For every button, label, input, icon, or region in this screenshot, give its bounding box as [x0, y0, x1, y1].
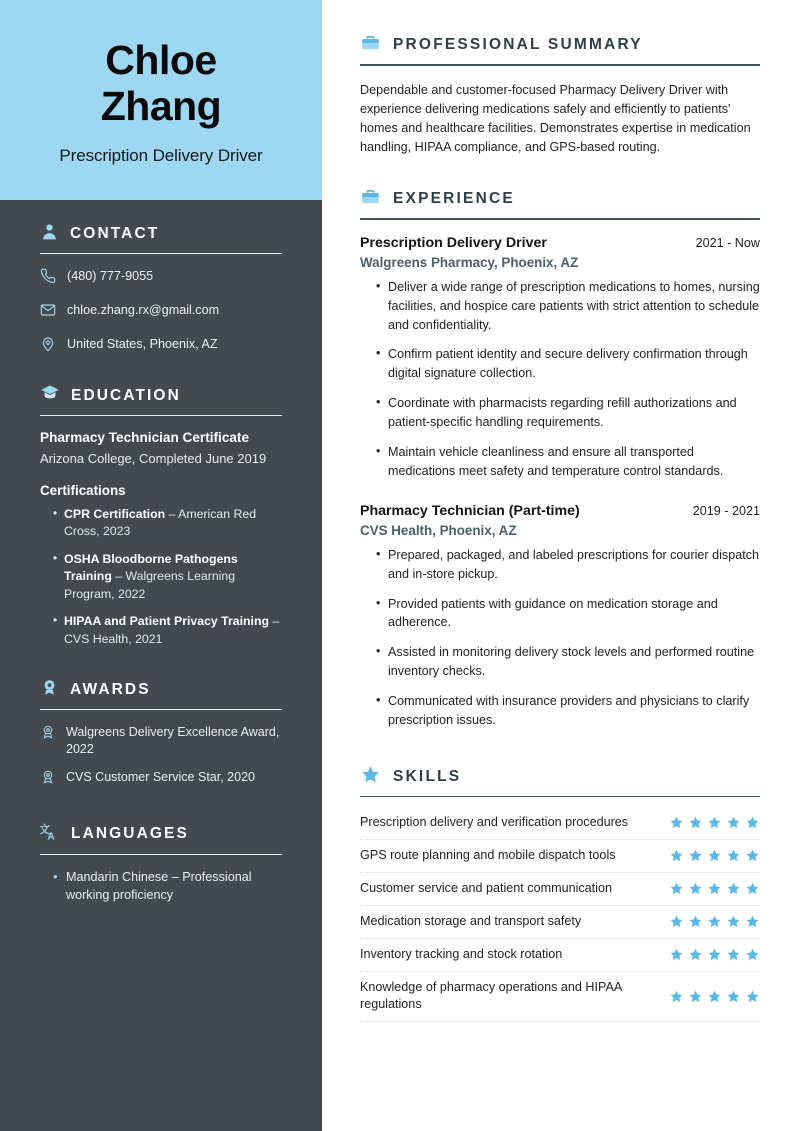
education-degree: Pharmacy Technician Certificate — [40, 430, 250, 445]
list-item: • Provided patients with guidance on medication storage and adherence. — [376, 595, 760, 633]
certification-name: CPR Certification — [64, 507, 166, 521]
skill-row — [360, 972, 760, 1022]
star-icon — [688, 989, 703, 1004]
star-icon — [688, 815, 703, 830]
awards-heading: AWARDS — [70, 681, 151, 699]
skill-rating — [669, 989, 760, 1004]
list-item — [53, 551, 282, 603]
job-bullets — [360, 278, 760, 481]
contact-location-value: United States, Phoenix, AZ — [67, 337, 218, 351]
contact-location[interactable] — [40, 336, 282, 357]
languages-heading-row — [40, 822, 282, 854]
experience-entry — [360, 503, 760, 730]
star-icon — [726, 914, 741, 929]
star-icon — [745, 947, 760, 962]
education-divider — [40, 415, 282, 416]
job-dates: 2021 - Now — [695, 235, 760, 250]
list-item: • Coordinate with pharmacists regarding refill authorizations and patient-specific handling requirements. — [376, 394, 760, 432]
star-icon — [669, 815, 684, 830]
skill-label: Knowledge of pharmacy operations and HIPAA regulations — [360, 980, 622, 1012]
contact-email[interactable] — [40, 302, 282, 323]
education-section — [40, 383, 282, 648]
skill-label: GPS route planning and mobile dispatch tools — [360, 848, 616, 863]
contact-heading: CONTACT — [70, 225, 160, 242]
star-icon — [669, 989, 684, 1004]
skills-heading: SKILLS — [393, 767, 462, 785]
star-icon — [688, 881, 703, 896]
star-icon — [360, 764, 381, 790]
star-icon — [707, 947, 722, 962]
job-role: Pharmacy Technician (Part-time) — [360, 502, 580, 519]
skills-section — [360, 764, 760, 1023]
job-company: CVS Health, Phoenix, AZ — [360, 522, 517, 538]
header-job-title: Prescription Delivery Driver — [59, 145, 263, 165]
skill-row — [360, 840, 760, 873]
certification-detail: – CVS Health, 2021 — [64, 614, 280, 646]
awards-divider — [40, 709, 282, 710]
star-icon — [745, 815, 760, 830]
languages-divider — [40, 854, 282, 855]
education-school: Arizona College, Completed June 2019 — [40, 451, 267, 466]
experience-entry-header — [360, 503, 760, 519]
awards-section — [40, 678, 282, 790]
star-icon — [707, 914, 722, 929]
first-name: Chloe — [105, 37, 217, 84]
skill-row — [360, 812, 760, 840]
star-icon — [669, 914, 684, 929]
experience-entry — [360, 235, 760, 481]
graduation-cap-icon — [40, 383, 60, 408]
skills-list — [360, 812, 760, 1022]
briefcase-icon — [360, 186, 381, 212]
svg-text:A: A — [47, 831, 55, 842]
languages-heading: LANGUAGES — [71, 825, 189, 843]
contact-phone-value: (480) 777-9055 — [67, 269, 154, 283]
summary-text: Dependable and customer-focused Pharmacy Delivery Driver with experience delivering medications safely and efficiently to patients' homes and healthcare facilities. Demonstrates expertise in medication handling, HIPAA compliance, and GPS-based routing. — [360, 82, 751, 155]
experience-divider — [360, 218, 760, 220]
certification-name: HIPAA and Patient Privacy Training — [64, 614, 269, 629]
star-icon — [726, 947, 741, 962]
list-item — [53, 613, 282, 648]
contact-heading-row — [40, 222, 282, 253]
phone-icon — [40, 268, 56, 289]
star-icon — [745, 989, 760, 1004]
summary-section — [360, 32, 760, 157]
experience-heading: EXPERIENCE — [393, 190, 515, 208]
star-icon — [745, 848, 760, 863]
skills-heading-row — [360, 764, 760, 796]
list-item: • Assisted in monitoring delivery stock levels and performed routine inventory checks. — [376, 643, 760, 681]
summary-heading-row — [360, 32, 760, 64]
summary-heading: PROFESSIONAL SUMMARY — [393, 36, 643, 53]
skill-rating — [669, 815, 760, 830]
list-item — [40, 724, 282, 758]
star-icon — [726, 989, 741, 1004]
contact-divider — [40, 253, 282, 254]
map-pin-icon — [40, 336, 56, 357]
last-name: Zhang — [100, 83, 222, 129]
name-header — [0, 0, 322, 200]
award-ribbon-icon — [40, 678, 59, 702]
certifications-list — [40, 506, 282, 648]
summary-divider — [360, 64, 760, 66]
job-role: Prescription Delivery Driver — [360, 234, 547, 251]
svg-text:文: 文 — [40, 823, 50, 836]
languages-section — [40, 822, 282, 904]
translate-icon — [40, 822, 60, 847]
languages-list — [40, 869, 282, 904]
star-icon — [688, 914, 703, 929]
skills-divider — [360, 796, 760, 798]
certifications-heading: Certifications — [40, 483, 126, 498]
skill-label: Customer service and patient communication — [360, 881, 612, 896]
list-item: • Prepared, packaged, and labeled prescriptions for courier dispatch and in-store pickup. — [376, 546, 760, 584]
skill-row — [360, 873, 760, 906]
star-icon — [707, 815, 722, 830]
star-icon — [726, 848, 741, 863]
education-heading: EDUCATION — [71, 386, 181, 404]
certification-name: OSHA Bloodborne Pathogens Training — [64, 551, 238, 584]
star-icon — [745, 914, 760, 929]
skill-rating — [669, 914, 760, 929]
education-heading-row — [40, 383, 282, 415]
award-ribbon-icon — [40, 769, 56, 790]
skill-rating — [669, 947, 760, 962]
star-icon — [707, 989, 722, 1004]
star-icon — [707, 881, 722, 896]
award-text: Walgreens Delivery Excellence Award, 2022 — [66, 725, 280, 757]
list-item — [53, 506, 282, 541]
skill-row — [360, 906, 760, 939]
star-icon — [669, 848, 684, 863]
contact-phone[interactable] — [40, 268, 282, 289]
job-company: Walgreens Pharmacy, Phoenix, AZ — [360, 254, 579, 270]
star-icon — [669, 881, 684, 896]
star-icon — [688, 848, 703, 863]
skill-label: Medication storage and transport safety — [360, 914, 582, 929]
experience-heading-row — [360, 186, 760, 218]
star-icon — [707, 848, 722, 863]
certification-detail: – Walgreens Learning Program, 2022 — [64, 569, 236, 601]
sidebar — [0, 0, 322, 1131]
person-icon — [40, 222, 59, 246]
list-item: • Communicated with insurance providers and physicians to clarify prescription issues. — [376, 692, 760, 730]
awards-heading-row — [40, 678, 282, 709]
experience-section — [360, 186, 760, 730]
briefcase-icon — [360, 32, 381, 58]
star-icon — [745, 881, 760, 896]
skill-label: Prescription delivery and verification procedures — [360, 815, 629, 830]
list-item: • Confirm patient identity and secure delivery confirmation through digital signature collection. — [376, 345, 760, 383]
star-icon — [669, 947, 684, 962]
award-text: CVS Customer Service Star, 2020 — [66, 769, 255, 784]
list-item — [40, 769, 282, 790]
skill-row — [360, 939, 760, 972]
star-icon — [688, 947, 703, 962]
list-item: • Deliver a wide range of prescription medications to homes, nursing facilities, and hospice care patients with strict attention to schedule and confidentiality. — [376, 278, 760, 335]
star-icon — [726, 881, 741, 896]
certification-detail: – American Red Cross, 2023 — [64, 507, 257, 539]
contact-section — [40, 222, 282, 357]
experience-entry-header — [360, 235, 760, 251]
envelope-icon — [40, 302, 56, 323]
list-item: • Mandarin Chinese – Professional working proficiency — [53, 869, 282, 904]
main-content — [322, 0, 800, 1131]
skill-rating — [669, 881, 760, 896]
sidebar-body — [0, 200, 322, 1131]
contact-email-value: chloe.zhang.rx@gmail.com — [67, 303, 220, 317]
skill-rating — [669, 848, 760, 863]
list-item: • Maintain vehicle cleanliness and ensure all transported medications meet safety and temperature control standards. — [376, 443, 760, 481]
award-ribbon-icon — [40, 724, 56, 745]
star-icon — [726, 815, 741, 830]
skill-label: Inventory tracking and stock rotation — [360, 947, 563, 962]
job-dates: 2019 - 2021 — [692, 503, 760, 518]
job-bullets — [360, 546, 760, 730]
